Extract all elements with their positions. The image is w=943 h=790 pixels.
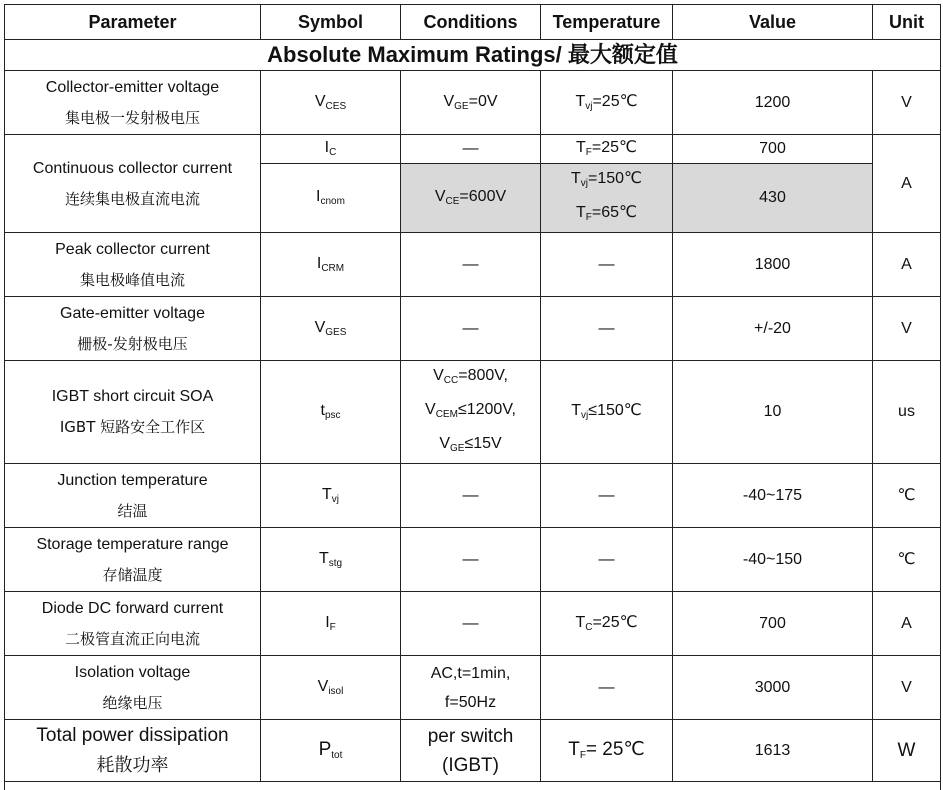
symbol-cell: $V_{GES}$	[261, 297, 401, 361]
conditions-cell: —	[401, 528, 541, 592]
unit-cell: V	[873, 71, 941, 135]
unit-cell: W	[873, 720, 941, 782]
parameter-en: Storage temperature range	[36, 535, 229, 553]
parameter-en: IGBT short circuit SOA	[51, 388, 214, 405]
conditions-cell: $V_{GE}=0V$	[401, 71, 541, 135]
table-row	[5, 361, 941, 464]
parameter-en: Isolation voltage	[74, 663, 191, 681]
temperature-cell: —	[541, 656, 673, 720]
symbol-cell: $I_{cnom}$	[261, 164, 401, 233]
unit-cell: ℃	[873, 464, 941, 528]
temperature-cell: $T_F=$ 25℃	[541, 720, 673, 782]
table-row	[5, 656, 941, 720]
parameter-cn: 栅极-发射极电压	[77, 334, 188, 353]
symbol-cell: $V_{isol}$	[261, 656, 401, 720]
value-cell: 700	[673, 592, 873, 656]
table-row	[5, 135, 941, 164]
temperature-cell: —	[541, 464, 673, 528]
footer-cell	[5, 782, 941, 790]
value-cell: 10	[673, 361, 873, 464]
parameter-en: Junction temperature	[57, 471, 208, 489]
parameter-cn: 存储温度	[102, 565, 163, 584]
parameter-en: Gate-emitter voltage	[60, 304, 205, 322]
temperature-cell: —	[541, 528, 673, 592]
symbol-cell: $T_{vj}$	[261, 464, 401, 528]
table-footer-row	[5, 782, 941, 790]
parameter-cn: IGBT 短路安全工作区	[59, 418, 206, 436]
parameter-cell	[5, 233, 261, 297]
parameter-cell	[5, 528, 261, 592]
temperature-cell: $T_F=25℃$	[541, 135, 673, 164]
symbol-cell: $V_{CES}$	[261, 71, 401, 135]
table-row	[5, 592, 941, 656]
parameter-cn: 连续集电极直流电流	[64, 189, 200, 208]
section-row	[5, 40, 941, 71]
symbol-cell: $I_{CRM}$	[261, 233, 401, 297]
unit-cell: ℃	[873, 528, 941, 592]
conditions-cell: $V_{CC}=800V$, $V_{CEM}\le 1200V$, $V_{GE}\le 15V$	[401, 361, 541, 464]
header-unit: Unit	[873, 5, 941, 40]
unit-cell: A	[873, 592, 941, 656]
parameter-en: Diode DC forward current	[41, 599, 224, 617]
section-title: Absolute Maximum Ratings/ 最大额定值	[5, 40, 941, 71]
parameter-cell	[5, 297, 261, 361]
symbol-cell: $T_{stg}$	[261, 528, 401, 592]
parameter-cell	[5, 592, 261, 656]
header-parameter: Parameter	[5, 5, 261, 40]
parameter-cell	[5, 135, 261, 233]
parameter-en: Continuous collector current	[32, 159, 233, 177]
header-conditions: Conditions	[401, 5, 541, 40]
symbol-cell: $P_{tot}$	[261, 720, 401, 782]
temperature-cell: —	[541, 233, 673, 297]
conditions-cell: —	[401, 592, 541, 656]
unit-cell: us	[873, 361, 941, 464]
header-row	[5, 5, 941, 40]
value-cell: 700	[673, 135, 873, 164]
value-cell: +/-20	[673, 297, 873, 361]
absolute-maximum-ratings-table	[4, 4, 941, 790]
conditions-cell: —	[401, 464, 541, 528]
temperature-cell: $T_C=25℃$	[541, 592, 673, 656]
parameter-en: Collector-emitter voltage	[45, 78, 220, 96]
parameter-cn: 集电极峰值电流	[79, 270, 185, 289]
parameter-en: Total power dissipation	[36, 724, 229, 746]
symbol-cell: $I_F$	[261, 592, 401, 656]
conditions-cell: —	[401, 297, 541, 361]
table-row	[5, 720, 941, 782]
table-row	[5, 464, 941, 528]
table-row	[5, 297, 941, 361]
parameter-cell	[5, 464, 261, 528]
symbol-cell: $t_{psc}$	[261, 361, 401, 464]
parameter-cn: 结温	[117, 501, 148, 520]
value-cell: -40~150	[673, 528, 873, 592]
unit-cell: A	[873, 135, 941, 233]
parameter-cell	[5, 71, 261, 135]
table-row	[5, 233, 941, 297]
temperature-cell: —	[541, 297, 673, 361]
value-cell: -40~175	[673, 464, 873, 528]
parameter-cell	[5, 361, 261, 464]
conditions-cell: per switch (IGBT)	[401, 720, 541, 782]
temperature-cell: $T_{vj}\le 150℃$	[541, 361, 673, 464]
parameter-cn: 二极管直流正向电流	[64, 629, 200, 648]
table-row	[5, 71, 941, 135]
value-cell: 1800	[673, 233, 873, 297]
parameter-cn: 集电极一发射极电压	[64, 108, 200, 127]
parameter-cn: 绝缘电压	[102, 693, 163, 712]
value-cell: 430	[673, 164, 873, 233]
conditions-cell: AC,t=1min, f=50Hz	[401, 656, 541, 720]
parameter-cell	[5, 656, 261, 720]
header-symbol: Symbol	[261, 5, 401, 40]
table-row	[5, 528, 941, 592]
temperature-cell: $T_{vj}=150℃$ $T_F=65℃$	[541, 164, 673, 233]
unit-cell: V	[873, 656, 941, 720]
value-cell: 1613	[673, 720, 873, 782]
parameter-en: Peak collector current	[55, 240, 210, 258]
unit-cell: A	[873, 233, 941, 297]
parameter-cn: 耗散功率	[96, 754, 169, 776]
value-cell: 3000	[673, 656, 873, 720]
conditions-cell: —	[401, 233, 541, 297]
unit-cell: V	[873, 297, 941, 361]
header-value: Value	[673, 5, 873, 40]
temperature-cell: $T_{vj}=25℃$	[541, 71, 673, 135]
conditions-cell: $V_{CE}=600V$	[401, 164, 541, 233]
conditions-cell: —	[401, 135, 541, 164]
header-temperature: Temperature	[541, 5, 673, 40]
symbol-cell: $I_C$	[261, 135, 401, 164]
value-cell: 1200	[673, 71, 873, 135]
parameter-cell	[5, 720, 261, 782]
